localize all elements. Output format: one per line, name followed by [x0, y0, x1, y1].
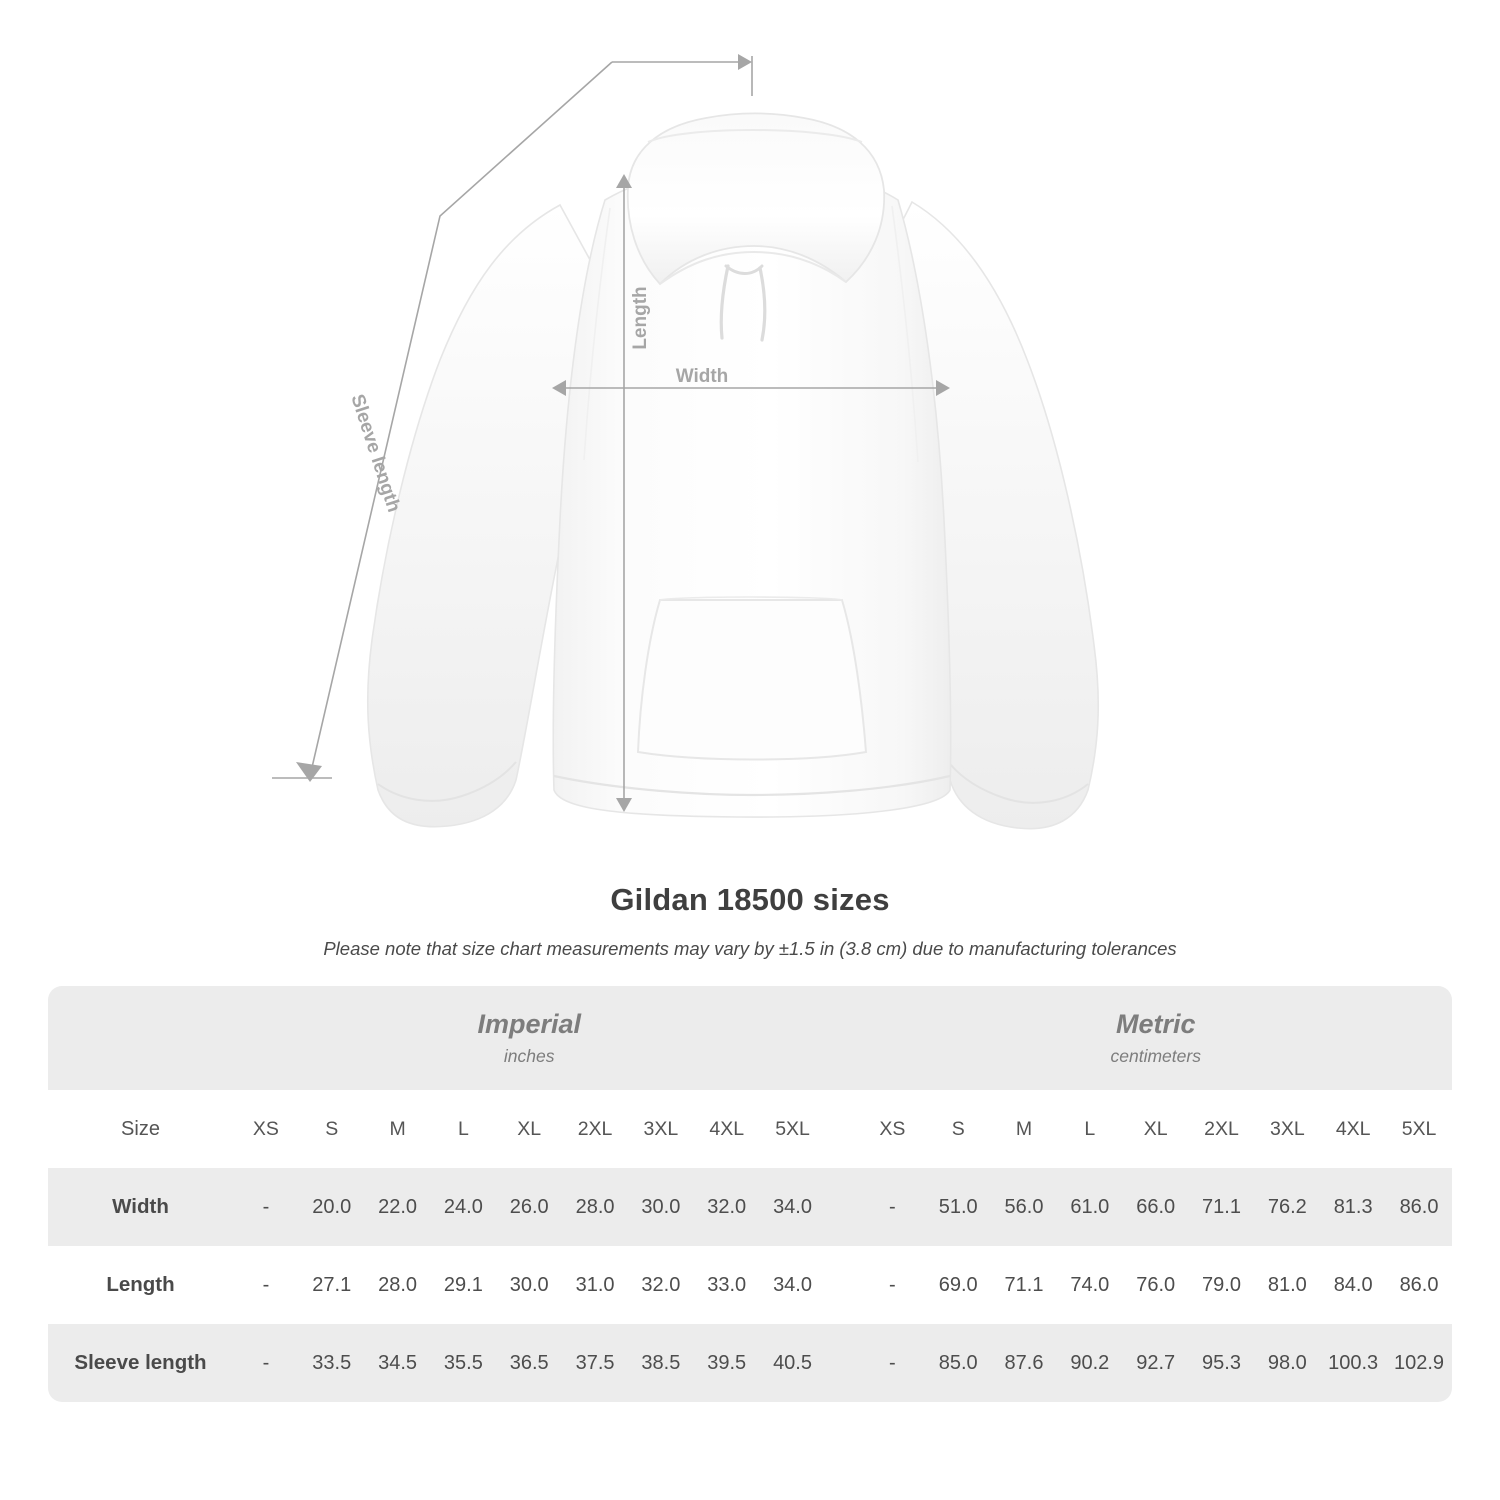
header-size-imperial-m: M [365, 1090, 431, 1168]
cell-length-imperial-2xl: 31.0 [562, 1246, 628, 1324]
table-row [48, 1324, 1452, 1402]
cell-length-metric-xl: 76.0 [1123, 1246, 1189, 1324]
cell-length-metric-l: 74.0 [1057, 1246, 1123, 1324]
tolerance-note: Please note that size chart measurements may vary by ±1.5 in (3.8 cm) due to manufacturing tolerances [323, 938, 1177, 959]
cell-length-metric-m: 71.1 [991, 1246, 1057, 1324]
cell-length-metric-4xl: 84.0 [1320, 1246, 1386, 1324]
cell-width-metric-xl: 66.0 [1123, 1168, 1189, 1246]
cell-length-metric-3xl: 81.0 [1254, 1246, 1320, 1324]
cell-width-imperial-xl: 26.0 [496, 1168, 562, 1246]
title-block [0, 882, 1500, 960]
cell-sleeve-metric-m: 87.6 [991, 1324, 1057, 1402]
cell-sleeve-metric-2xl: 95.3 [1189, 1324, 1255, 1402]
header-size-imperial-l: L [430, 1090, 496, 1168]
cell-width-metric-m: 56.0 [991, 1168, 1057, 1246]
cell-width-imperial-5xl: 34.0 [760, 1168, 826, 1246]
cell-width-gap [825, 1168, 859, 1246]
cell-sleeve-imperial-2xl: 37.5 [562, 1324, 628, 1402]
cell-sleeve-metric-xl: 92.7 [1123, 1324, 1189, 1402]
unit-header-imperial [233, 986, 825, 1090]
table-row [48, 1246, 1452, 1324]
header-size-imperial-4xl: 4XL [694, 1090, 760, 1168]
header-size-metric-xl: XL [1123, 1090, 1189, 1168]
cell-length-metric-xs: - [859, 1246, 925, 1324]
cell-width-metric-5xl: 86.0 [1386, 1168, 1452, 1246]
row-label-length: Length [48, 1246, 233, 1324]
unit-header-spacer [48, 986, 233, 1090]
cell-width-imperial-m: 22.0 [365, 1168, 431, 1246]
header-gap [825, 1090, 859, 1168]
cell-sleeve-imperial-s: 33.5 [299, 1324, 365, 1402]
cell-width-imperial-s: 20.0 [299, 1168, 365, 1246]
cell-sleeve-imperial-l: 35.5 [430, 1324, 496, 1402]
cell-length-imperial-3xl: 32.0 [628, 1246, 694, 1324]
cell-width-metric-2xl: 71.1 [1189, 1168, 1255, 1246]
cell-sleeve-gap [825, 1324, 859, 1402]
dimension-label-length: Length [630, 286, 651, 350]
cell-width-metric-xs: - [859, 1168, 925, 1246]
cell-sleeve-metric-3xl: 98.0 [1254, 1324, 1320, 1402]
header-size-label: Size [48, 1090, 233, 1168]
cell-length-imperial-l: 29.1 [430, 1246, 496, 1324]
cell-length-imperial-m: 28.0 [365, 1246, 431, 1324]
cell-sleeve-metric-5xl: 102.9 [1386, 1324, 1452, 1402]
unit-name-imperial: Imperial [477, 1008, 581, 1039]
cell-sleeve-metric-s: 85.0 [925, 1324, 991, 1402]
header-size-metric-2xl: 2XL [1189, 1090, 1255, 1168]
header-size-metric-m: M [991, 1090, 1057, 1168]
unit-name-metric: Metric [1115, 1008, 1196, 1039]
header-size-imperial-xs: XS [233, 1090, 299, 1168]
cell-sleeve-imperial-xl: 36.5 [496, 1324, 562, 1402]
cell-width-imperial-l: 24.0 [430, 1168, 496, 1246]
unit-header-metric [859, 986, 1452, 1090]
cell-length-metric-s: 69.0 [925, 1246, 991, 1324]
size-table [48, 986, 1452, 1402]
cell-width-imperial-4xl: 32.0 [694, 1168, 760, 1246]
header-size-metric-4xl: 4XL [1320, 1090, 1386, 1168]
unit-sub-metric: centimeters [1110, 1046, 1201, 1067]
cell-width-metric-4xl: 81.3 [1320, 1168, 1386, 1246]
cell-width-imperial-2xl: 28.0 [562, 1168, 628, 1246]
cell-width-metric-s: 51.0 [925, 1168, 991, 1246]
cell-sleeve-metric-xs: - [859, 1324, 925, 1402]
header-size-imperial-xl: XL [496, 1090, 562, 1168]
header-size-metric-3xl: 3XL [1254, 1090, 1320, 1168]
cell-length-imperial-5xl: 34.0 [760, 1246, 826, 1324]
header-size-imperial-3xl: 3XL [628, 1090, 694, 1168]
row-label-width: Width [48, 1168, 233, 1246]
header-size-metric-5xl: 5XL [1386, 1090, 1452, 1168]
cell-sleeve-imperial-3xl: 38.5 [628, 1324, 694, 1402]
unit-header-row [48, 986, 1452, 1090]
cell-length-metric-2xl: 79.0 [1189, 1246, 1255, 1324]
cell-sleeve-metric-l: 90.2 [1057, 1324, 1123, 1402]
cell-length-metric-5xl: 86.0 [1386, 1246, 1452, 1324]
size-header-row [48, 1090, 1452, 1168]
cell-sleeve-metric-4xl: 100.3 [1320, 1324, 1386, 1402]
header-size-imperial-2xl: 2XL [562, 1090, 628, 1168]
header-size-imperial-5xl: 5XL [760, 1090, 826, 1168]
cell-length-gap [825, 1246, 859, 1324]
cell-sleeve-imperial-xs: - [233, 1324, 299, 1402]
row-label-sleeve-length: Sleeve length [48, 1324, 233, 1402]
dimension-label-width: Width [675, 366, 729, 387]
cell-width-imperial-3xl: 30.0 [628, 1168, 694, 1246]
unit-sub-imperial: inches [503, 1046, 555, 1067]
header-size-metric-s: S [925, 1090, 991, 1168]
dimension-label-sleeve: Sleeve length [346, 391, 405, 515]
cell-sleeve-imperial-4xl: 39.5 [694, 1324, 760, 1402]
cell-width-metric-l: 61.0 [1057, 1168, 1123, 1246]
page-title: Gildan 18500 sizes [610, 882, 890, 917]
cell-width-metric-3xl: 76.2 [1254, 1168, 1320, 1246]
unit-header-gap [825, 986, 859, 1090]
header-size-imperial-s: S [299, 1090, 365, 1168]
size-table-wrapper [48, 986, 1452, 1402]
cell-length-imperial-s: 27.1 [299, 1246, 365, 1324]
cell-length-imperial-4xl: 33.0 [694, 1246, 760, 1324]
cell-sleeve-imperial-5xl: 40.5 [760, 1324, 826, 1402]
cell-length-imperial-xl: 30.0 [496, 1246, 562, 1324]
table-row [48, 1168, 1452, 1246]
header-size-metric-xs: XS [859, 1090, 925, 1168]
cell-sleeve-imperial-m: 34.5 [365, 1324, 431, 1402]
header-size-metric-l: L [1057, 1090, 1123, 1168]
cell-width-imperial-xs: - [233, 1168, 299, 1246]
cell-length-imperial-xs: - [233, 1246, 299, 1324]
